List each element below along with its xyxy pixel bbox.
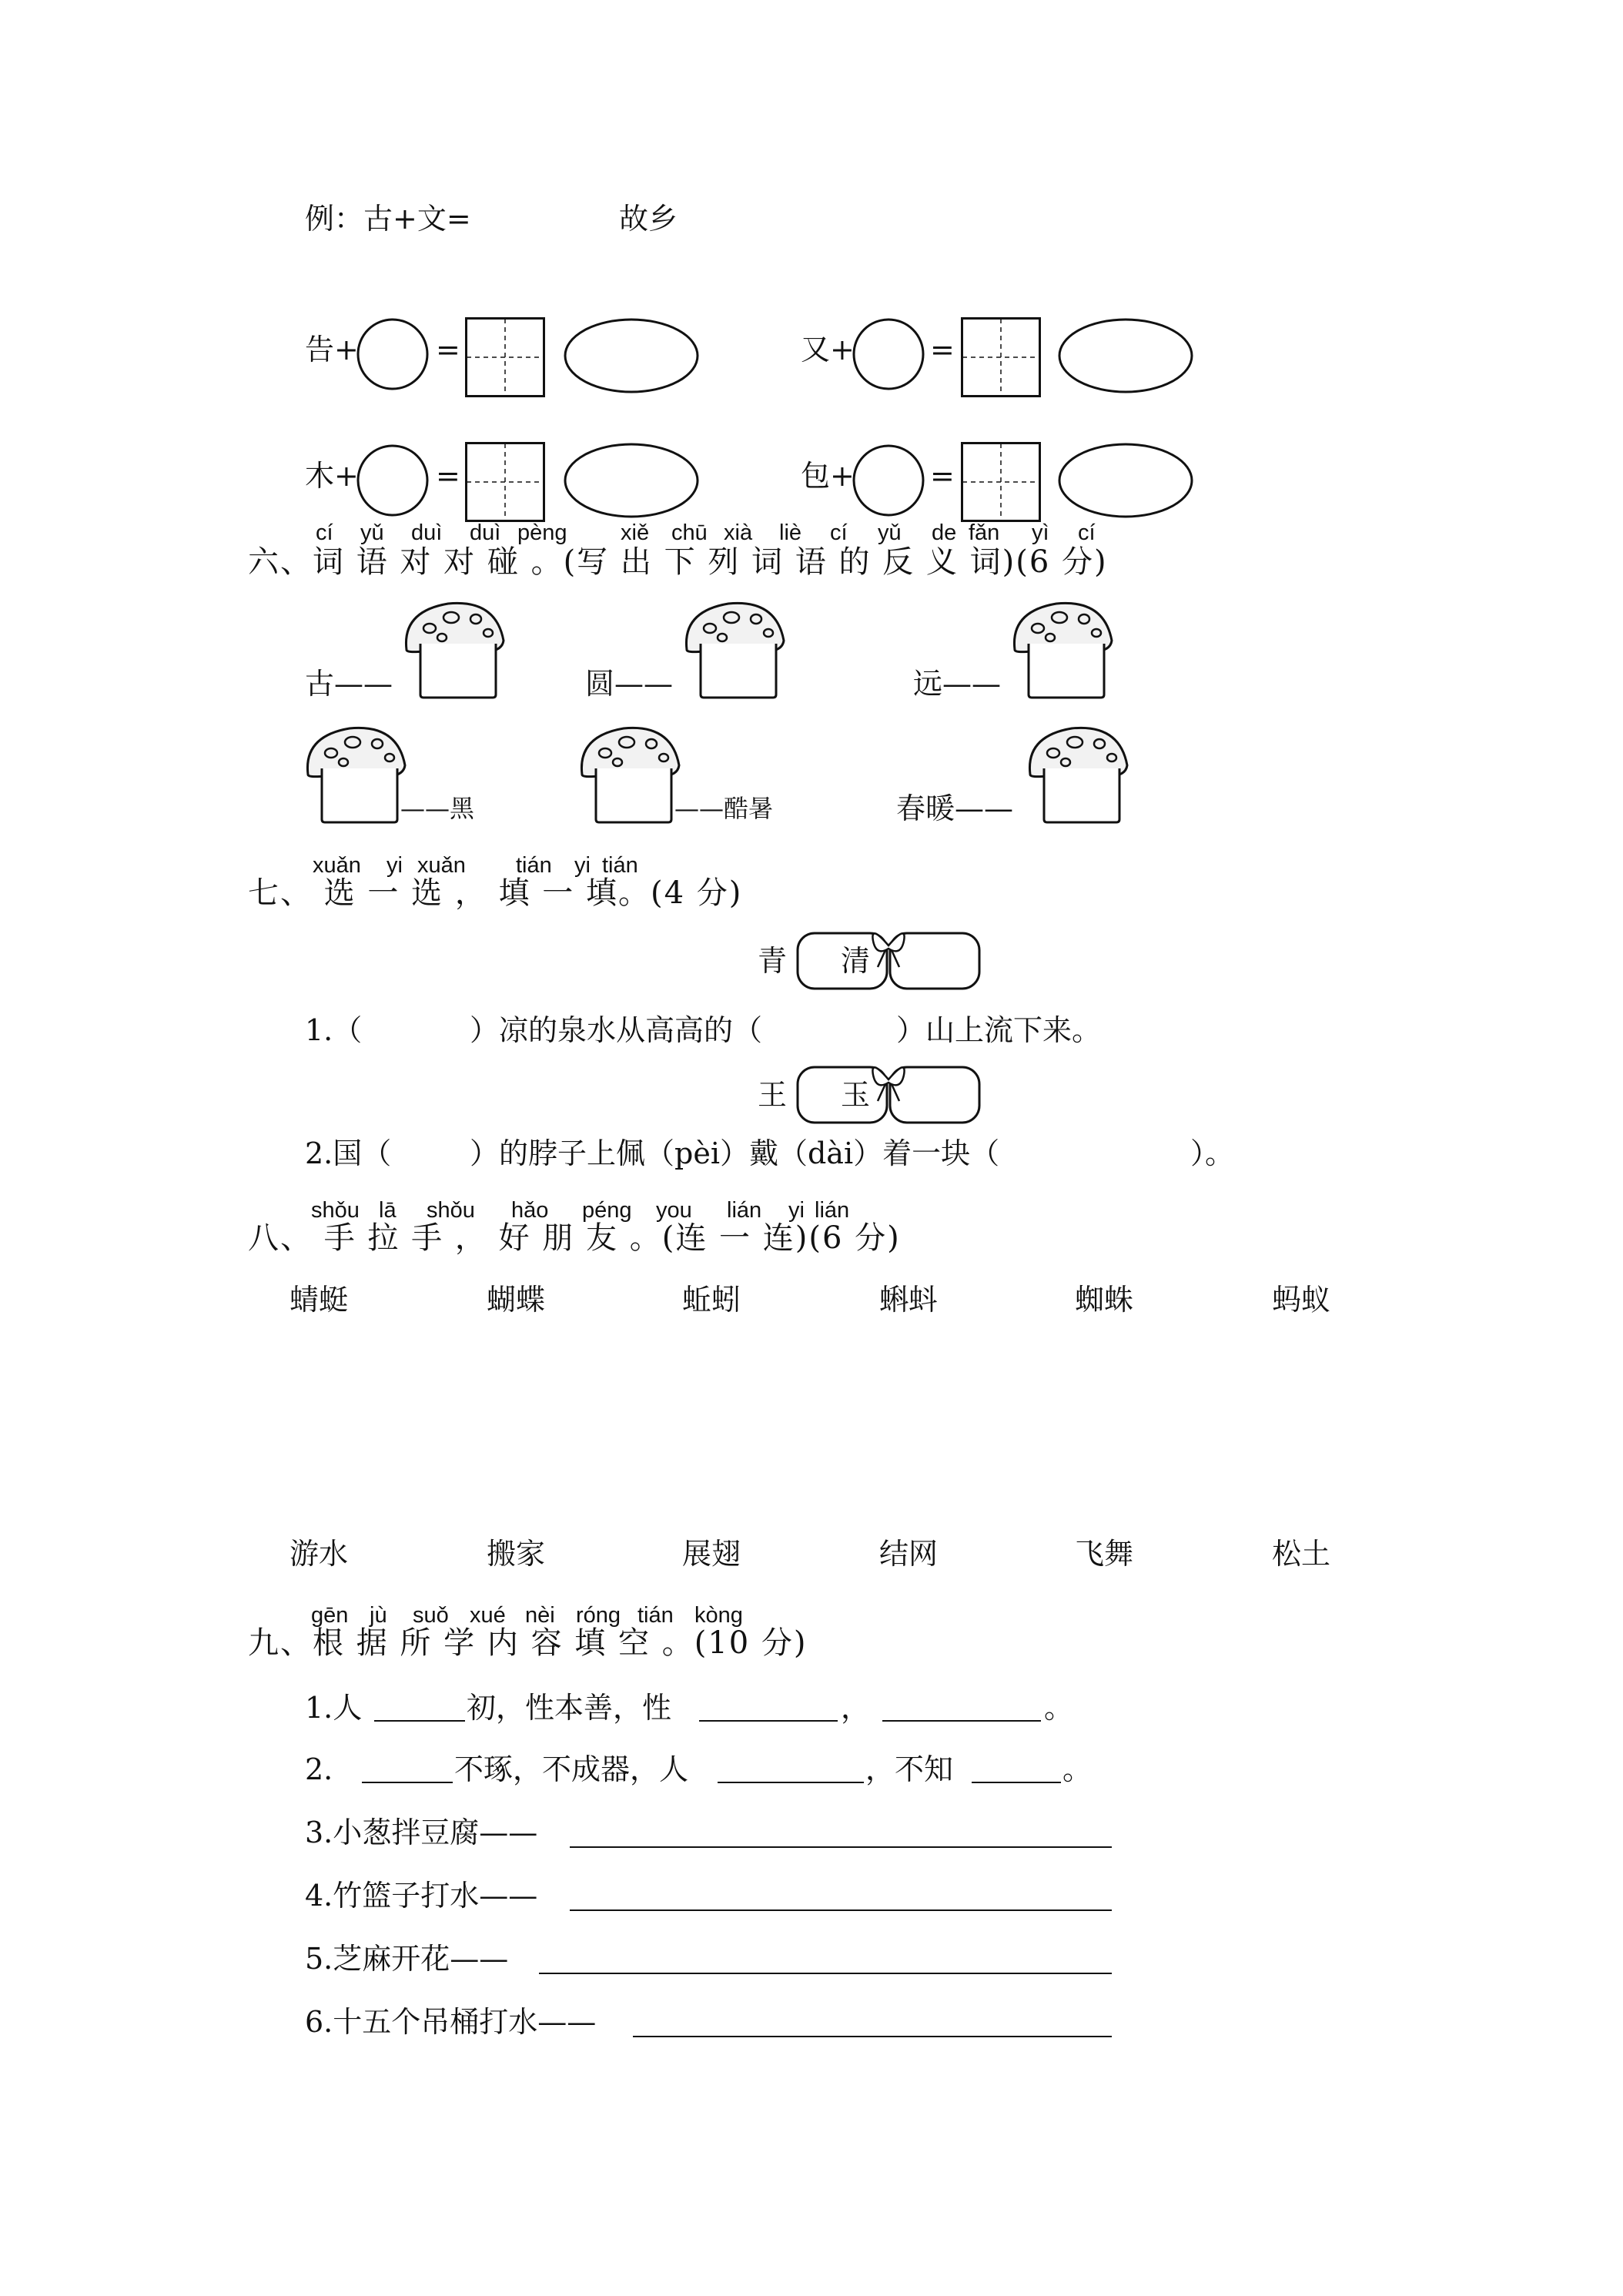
fill-text: 1.人: [305, 1691, 363, 1725]
pinyin: duì: [411, 520, 443, 545]
pinyin: shǒu: [311, 1198, 360, 1223]
pinyin: duì: [470, 520, 501, 545]
section-heading-8: 八、 手 拉 手 ， 好 朋 友 。(连 一 连)(6 分): [248, 1220, 901, 1256]
mushroom-icon[interactable]: [1024, 721, 1132, 825]
equals-sign: =: [436, 459, 460, 493]
antonym-prompt: 圆——: [585, 667, 674, 701]
mushroom-icon[interactable]: [1009, 596, 1116, 701]
q1-part: 1.（: [305, 1013, 363, 1047]
compose-char: 又+: [801, 333, 855, 366]
fill-text: 6.十五个吊桶打水——: [305, 2005, 597, 2039]
antonym-prompt: 古——: [305, 667, 393, 701]
match-right-item[interactable]: 松土: [1272, 1537, 1331, 1571]
compose-char: 包+: [801, 459, 855, 493]
fill-text: ，不知: [865, 1752, 954, 1786]
pinyin: hǎo: [511, 1198, 549, 1223]
answer-blank[interactable]: [362, 1782, 453, 1783]
pinyin: tián: [637, 1603, 674, 1628]
match-right-item[interactable]: 搬家: [487, 1537, 546, 1571]
pinyin: cí: [830, 520, 848, 545]
pinyin: fǎn: [969, 520, 1000, 545]
match-right-item[interactable]: 结网: [879, 1537, 939, 1571]
pinyin: de: [932, 520, 957, 545]
blank-circle[interactable]: [354, 316, 431, 393]
blank-oval[interactable]: [564, 442, 699, 519]
answer-blank[interactable]: [718, 1782, 864, 1783]
match-right-item[interactable]: 飞舞: [1075, 1537, 1134, 1571]
pinyin: liè: [779, 520, 802, 545]
pinyin: lián: [727, 1198, 762, 1223]
pinyin: yi: [788, 1198, 805, 1223]
equals-sign: =: [930, 333, 955, 366]
pinyin: kòng: [694, 1603, 743, 1628]
tian-grid-box[interactable]: [465, 317, 545, 397]
pinyin: you: [656, 1198, 692, 1223]
match-right-item[interactable]: 游水: [289, 1537, 349, 1571]
choice-option[interactable]: 玉: [841, 1078, 871, 1112]
blank-oval[interactable]: [1058, 317, 1193, 394]
q2-part: ）。: [1190, 1136, 1235, 1170]
blank-circle[interactable]: [850, 442, 927, 519]
match-left-item[interactable]: 蚂蚁: [1272, 1283, 1331, 1317]
match-left-item[interactable]: 蜘蛛: [1075, 1283, 1134, 1317]
compose-char: 告+: [305, 333, 359, 366]
equals-sign: =: [930, 459, 955, 493]
fill-text: 不琢，不成器，人: [454, 1752, 689, 1786]
answer-blank[interactable]: [374, 1720, 465, 1722]
example-answer: 故乡: [619, 202, 678, 236]
fill-text: 。: [1062, 1752, 1093, 1786]
pinyin: yi: [387, 853, 403, 878]
fill-text: 5.芝麻开花——: [305, 1942, 509, 1976]
q2-part: 2.国（: [305, 1136, 392, 1170]
blank-oval[interactable]: [1058, 442, 1193, 519]
example-left: 例：古+文=: [305, 202, 471, 236]
fill-text: 3.小葱拌豆腐——: [305, 1816, 538, 1849]
answer-blank[interactable]: [882, 1720, 1041, 1722]
pinyin: yǔ: [878, 520, 902, 545]
tian-grid-box[interactable]: [465, 442, 545, 522]
match-left-item[interactable]: 蝌蚪: [879, 1283, 939, 1317]
pinyin: gēn: [311, 1603, 349, 1628]
match-right-item[interactable]: 展翅: [682, 1537, 741, 1571]
pinyin: tián: [516, 853, 552, 878]
antonym-prompt: 远——: [913, 667, 1002, 701]
blank-circle[interactable]: [354, 442, 431, 519]
pinyin: lā: [379, 1198, 397, 1223]
mushroom-icon[interactable]: [302, 721, 410, 825]
pinyin: chū: [671, 520, 708, 545]
mushroom-icon[interactable]: [681, 596, 788, 701]
answer-blank[interactable]: [699, 1720, 838, 1722]
blank-circle[interactable]: [850, 316, 927, 393]
pinyin: nèi: [525, 1603, 555, 1628]
antonym-prompt: 春暖——: [896, 792, 1014, 825]
q2-part: ）的脖子上佩（pèi）戴（dài）着一块（: [470, 1136, 1000, 1170]
fill-text: 。: [1044, 1691, 1074, 1725]
pinyin: xué: [470, 1603, 506, 1628]
answer-blank[interactable]: [570, 1909, 1112, 1911]
pinyin: péng: [582, 1198, 632, 1223]
match-left-item[interactable]: 蚯蚓: [682, 1283, 741, 1317]
q1-part: ）凉的泉水从高高的（: [470, 1013, 763, 1047]
compose-char: 木+: [305, 459, 359, 493]
answer-blank[interactable]: [539, 1973, 1112, 1974]
pinyin: róng: [576, 1603, 621, 1628]
tian-grid-box[interactable]: [961, 317, 1041, 397]
pinyin: yǔ: [360, 520, 384, 545]
bow-choice-box: [796, 1056, 981, 1126]
fill-text: 2.: [305, 1752, 333, 1786]
antonym-prompt: ——酷暑: [674, 794, 774, 823]
match-left-item[interactable]: 蝴蝶: [487, 1283, 546, 1317]
pinyin: xuǎn: [313, 853, 361, 878]
section-heading-7: 七、 选 一 选 ， 填 一 填。(4 分): [248, 875, 743, 911]
pinyin: xià: [724, 520, 753, 545]
fill-text: 4.竹篮子打水——: [305, 1879, 538, 1913]
section-heading-6: 六、词 语 对 对 碰 。(写 出 下 列 词 语 的 反 义 词)(6 分): [248, 544, 1108, 580]
pinyin: lián: [815, 1198, 850, 1223]
pinyin: yi: [574, 853, 591, 878]
pinyin: pèng: [517, 520, 567, 545]
answer-blank[interactable]: [972, 1782, 1061, 1783]
fill-text: 初，性本善，性: [467, 1691, 672, 1725]
choice-option[interactable]: 清: [841, 944, 871, 978]
equals-sign: =: [436, 333, 460, 366]
choice-option[interactable]: 王: [758, 1078, 788, 1112]
answer-blank[interactable]: [570, 1846, 1112, 1848]
mushroom-icon[interactable]: [400, 596, 508, 701]
pinyin: cí: [1078, 520, 1096, 545]
antonym-prompt: ——黑: [400, 794, 475, 823]
choice-option[interactable]: 青: [758, 944, 788, 978]
pinyin: jù: [370, 1603, 387, 1628]
answer-blank[interactable]: [633, 2036, 1112, 2037]
pinyin: yì: [1032, 520, 1049, 545]
match-left-item[interactable]: 蜻蜓: [289, 1283, 349, 1317]
q1-part: ）山上流下来。: [896, 1013, 1102, 1047]
blank-oval[interactable]: [564, 317, 699, 394]
pinyin: cí: [316, 520, 333, 545]
pinyin: suǒ: [413, 1603, 449, 1628]
pinyin: tián: [602, 853, 638, 878]
fill-text: ，: [841, 1691, 871, 1725]
section-heading-9: 九、根 据 所 学 内 容 填 空 。(10 分): [248, 1625, 808, 1661]
pinyin: xiě: [621, 520, 650, 545]
bow-choice-box: [796, 922, 981, 992]
tian-grid-box[interactable]: [961, 442, 1041, 522]
pinyin: xuǎn: [417, 853, 466, 878]
mushroom-icon[interactable]: [576, 721, 684, 825]
pinyin: shǒu: [427, 1198, 475, 1223]
